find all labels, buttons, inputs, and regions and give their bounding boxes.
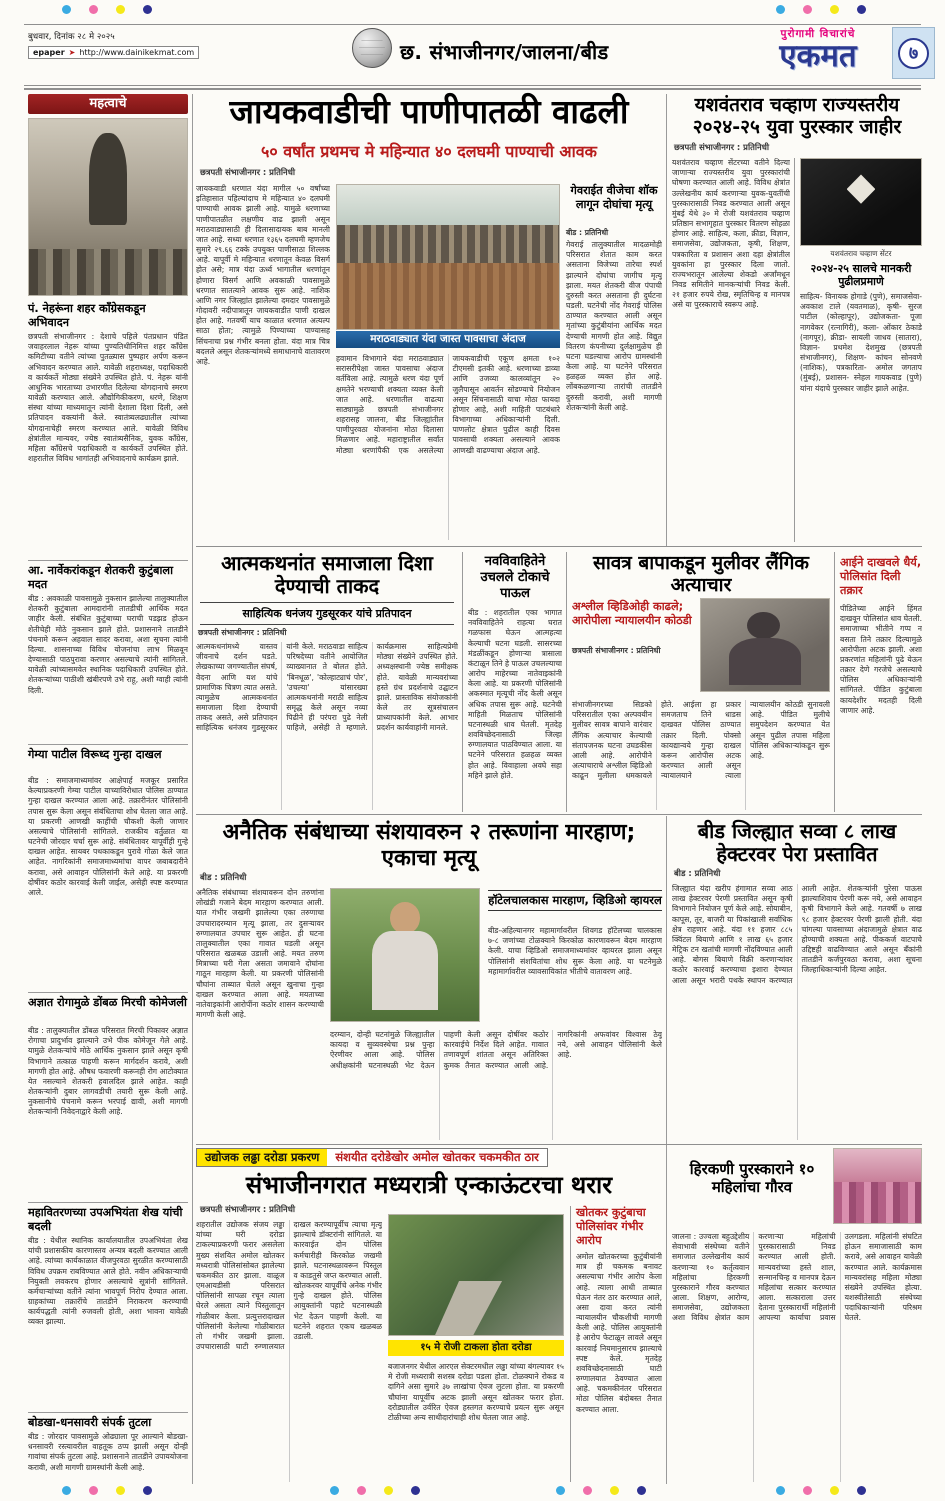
edition-title: छ. संभाजीनगर/जालना/बीड: [400, 40, 609, 64]
savatra-subhead: अश्लील व्हिडिओही काढले; आरोपीला न्यायालयीन कोठडी: [572, 600, 692, 627]
pera-headline: बीड जिल्ह्यात सव्वा ८ लाख हेक्टरवर पेरा प्रस्तावित: [697, 819, 897, 867]
reg-dot-magenta: [89, 5, 98, 14]
reg-dot-magenta: [803, 5, 812, 14]
dam-water: [337, 263, 559, 329]
epaper-url[interactable]: http://www.dainikekmat.com: [79, 48, 195, 57]
savatra-sidebar-body: पीडितेच्या आईने हिंमत दाखवून पोलिसांत धाव घेतली. समाजाच्या भीतीने गप्प न बसता तिने तक्रार दिल्यामुळे आरोपीला अटक झाली. अशा प्रकरणांत महिलांनी पुढे येऊन तक्रार देणे गरजेचे असल्याचे पोलिस अधिकाऱ्यांनी सांगितले. पीडित कुटुंबाला कायदेशीर मदतही दिली जाणार आहे.: [840, 604, 922, 715]
encounter-kicker-label: उद्योजक लढ्ढा दरोडा प्रकरण: [197, 1149, 327, 1166]
band-rule-2: [196, 814, 922, 815]
header-bottom-rule-1: [24, 85, 921, 86]
registration-marks-top-right: [776, 5, 866, 14]
award-logo-shape: [847, 174, 876, 203]
women-row: [834, 1182, 921, 1223]
victim-field-photo: [330, 888, 480, 1022]
dam-gates: [337, 225, 559, 262]
award-announcement-photo: [800, 158, 922, 246]
award-list-body: साहित्य- विनायक होगाडे (पुणे), समाजसेवा- अवकाश टाले (यवतमाळ), कृषी- सुरज पाटील (कोल्हापूर), उद्योजकता- पूजा नागवेकर (रत्नागिरी), कला- ओंकार ठेकाडे (नागपूर), क्रीडा- सायली जाधव (सातारा), विज्ञान- प्रथमेश देशमुख (छत्रपती संभाजीनगर), शिक्षण- कांचन सोनवणे (नाशिक), पत्रकारिता- अमोल जगताप (मुंबई), प्रशासन- स्नेहल गायकवाड (पुणे) यांना यंदाचे पुरस्कार जाहीर झाले आहेत.: [800, 292, 922, 393]
award-list-title: २०२४-२५ सालचे मानकरी पुढीलप्रमाणे: [810, 262, 912, 289]
site-road: [406, 1281, 502, 1335]
hirkani-body: जालना : उज्वला बहुउद्देशीय सेवाभावी संस्थेच्या वतीने समाजात उल्लेखनीय कार्य करणाऱ्या १० कर्तृत्ववान महिलांचा हिरकणी पुरस्काराने गौरव करण्यात आला. शिक्षण, आरोग्य, समाजसेवा, उद्योजकता अशा विविध क्षेत्रांत काम करणाऱ्या महिलांची पुरस्कारासाठी निवड करण्यात आली होती. मान्यवरांच्या हस्ते शाल, सन्मानचिन्ह व मानपत्र देऊन महिलांचा सत्कार करण्यात आला. सत्काराला उत्तर देताना पुरस्कारार्थी महिलांनी आपल्या कार्याचा प्रवास उलगडला. महिलांनी संघटित होऊन समाजासाठी काम करावे, असे आवाहन यावेळी करण्यात आले. कार्यक्रमास मान्यवरांसह महिला मोठ्या संख्येने उपस्थित होत्या. यशस्वीतेसाठी संस्थेच्या पदाधिकाऱ्यांनी परिश्रम घेतले.: [672, 1232, 922, 1323]
pera-body: जिल्ह्यात यंदा खरीप हंगामात सव्वा आठ लाख हेक्टरवर पेरणी प्रस्तावित असून कृषी विभागाने नियोजन पूर्ण केले आहे. सोयाबीन, कापूस, तूर, बाजरी या पिकांखाली सर्वाधिक क्षेत्र राहणार आहे. यंदा ११ हजार ८८५ क्विंटल बियाणे आणि १ लाख ६५ हजार मेट्रिक टन खतांची मागणी नोंदविण्यात आली आहे. बोगस बियाणे विक्री करणाऱ्यांवर कठोर कारवाई करण्याचा इशारा देण्यात आला असून भरारी पथके स्थापन करण्यात आली आहेत. शेतकऱ्यांनी पुरेसा पाऊस झाल्याशिवाय पेरणी करू नये, असे आवाहन कृषी विभागाने केले आहे. गतवर्षी ७ लाख ९८ हजार हेक्टरवर पेरणी झाली होती. यंदा चांगल्या पावसाच्या अंदाजामुळे क्षेत्रात वाढ होण्याची शक्यता आहे. पीककर्ज वाटपाचे उद्दिष्टही वाढविण्यात आले असून बँकांनी तातडीने कर्जपुरवठा करावा, अशा सूचना जिल्हाधिकाऱ्यांनी दिल्या आहेत.: [672, 884, 922, 985]
encounter-body-left: शहरातील उद्योजक संजय लढ्ढा यांच्या घरी दरोडा टाकल्याप्रकरणी फरार असलेला मुख्य संशयित अमोल खोतकर मध्यरात्री पोलिसांसोबत झालेल्या चकमकीत ठार झाला. वाळूज एमआयडीसी परिसरात पोलिसांनी सापळा रचून त्याला घेरले असता त्याने पिस्तुलातून गोळीबार केला. प्रत्युत्तरादाखल पोलिसांनी केलेल्या गोळीबारात तो गंभीर जखमी झाला. उपचारासाठी घाटी रुग्णालयात दाखल करण्यापूर्वीच त्याचा मृत्यू झाल्याचे डॉक्टरांनी सांगितले. या कारवाईत दोन पोलिस कर्मचारीही किरकोळ जखमी झाले. घटनास्थळावरून पिस्तूल व काडतुसे जप्त करण्यात आली. खोतकरवर यापूर्वीचे अनेक गंभीर गुन्हे दाखल होते. पोलिस आयुक्तांनी पहाटे घटनास्थळी भेट देऊन पाहणी केली. या घटनेने शहरात एकच खळबळ उडाली.: [196, 1220, 382, 1352]
left-article-3-body: बीड : समाजमाध्यमांवर आक्षेपार्ह मजकूर प्रसारित केल्याप्रकरणी गेम्या पाटील याच्याविरोधात पोलिस ठाण्यात गुन्हा दाखल करण्यात आला आहे. तक्रारीनंतर पोलिसांनी तपास सुरू केला असून संबंधिताचा शोध घेतला जात आहे. या प्रकरणी आणखी काहींची चौकशी केली जाणार असल्याचे पोलिसांनी सांगितले. राजकीय वर्तुळात या घटनेची जोरदार चर्चा सुरू आहे. संबंधितावर यापूर्वीही गुन्हे दाखल आहेत. सायबर पथकाकडून पुरावे गोळा केले जात आहेत. नागरिकांनी समाजमाध्यमांचा वापर जबाबदारीने करावा, असे आवाहन पोलिसांनी केले आहे. या प्रकरणी दोषींवर कठोर कारवाई केली जाईल, असेही स्पष्ट करण्यात आले.: [28, 776, 188, 897]
page-number: ७: [898, 38, 929, 69]
masthead: [752, 27, 884, 73]
tokache-headline: नवविवाहितेने उचलले टोकाचे पाऊल: [480, 554, 550, 601]
khotakar-sub-body: अमोल खोतकरच्या कुटुंबीयांनी मात्र ही चकमक बनावट असल्याचा गंभीर आरोप केला आहे. त्याला आधी ताब्यात घेऊन नंतर ठार करण्यात आले, असा दावा करत त्यांनी न्यायालयीन चौकशीची मागणी केली आहे. पोलिस आयुक्तांनी हे आरोप फेटाळून लावले असून कारवाई नियमानुसारच झाल्याचे स्पष्ट केले. मृतदेह शवविच्छेदनासाठी घाटी रुग्णालयात ठेवण्यात आला आहे. चकमकीनंतर परिसरात मोठा पोलिस बंदोबस्त तैनात करण्यात आला.: [576, 1252, 662, 1414]
gevrai-byline: बीड : प्रतिनिधी: [566, 228, 609, 237]
masthead-title: एकमत: [779, 38, 857, 74]
award-column-divider: [794, 158, 795, 542]
masthead-tagline: पुरोगामी विचारांचे: [780, 28, 856, 40]
crowd-silhouette: [29, 249, 187, 295]
marhan-byline: बीड : प्रतिनिधी: [200, 872, 247, 882]
savatra-headline: सावत्र बापाकडून मुलीवर लैंगिक अत्याचार: [592, 552, 810, 597]
reg-dot-yellow: [116, 5, 125, 14]
marhan-body-left: अनैतिक संबंधाच्या संशयावरून दोन तरुणांना लोखंडी गजाने बेदम मारहाण करण्यात आली. यात गंभीर जखमी झालेल्या एका तरुणाचा उपचारादरम्यान मृत्यू झाला, तर दुसऱ्यावर रुग्णालयात उपचार सुरू आहेत. ही घटना तालुक्यातील एका गावात घडली असून परिसरात खळबळ उडाली आहे. मयत तरुण मित्राच्या घरी गेला असता जमावाने दोघांना गाठून मारहाण केली. या प्रकरणी पोलिसांनी चौघांना ताब्यात घेतले असून खुनाचा गुन्हा दाखल करण्यात आला आहे. मयताच्या नातेवाइकांनी आरोपींना कठोर शासन करण्याची मागणी केली आहे.: [196, 888, 324, 1020]
reg-dot-yellow: [830, 5, 839, 14]
jayakwadi-dam-photo: [336, 184, 560, 330]
hotel-box-headline: हॉटेलचालकास मारहाण, व्हिडिओ व्हायरल: [488, 890, 662, 911]
left-article-6-body: बीड : जोरदार पावसामुळे ओढ्याला पूर आल्याने बोडखा-धनसावरी रस्त्यावरील वाहतूक ठप्प झाली असून दोन्ही गावांचा संपर्क तुटला आहे. प्रशासनाने तातडीने उपाययोजना करावी, अशी मागणी ग्रामस्थांनी केली आहे.: [28, 1432, 188, 1472]
divider-right-column-bottom: [666, 816, 667, 1484]
reg-dot-cyan: [556, 1486, 565, 1495]
reg-dot-yellow: [610, 1486, 619, 1495]
person-shirt: [372, 931, 437, 1010]
reg-dot-blue: [143, 1486, 152, 1495]
newspaper-globe-logo-icon: [352, 28, 392, 68]
atmakathan-strap: साहित्यिक धनंजय गुडसूरकर यांचे प्रतिपादन: [200, 602, 454, 625]
award-body: यशवंतराव चव्हाण सेंटरच्या वतीने दिल्या जाणाऱ्या राज्यस्तरीय युवा पुरस्कारांची घोषणा करण्यात आली आहे. विविध क्षेत्रांत उल्लेखनीय कार्य करणाऱ्या युवक-युवतींची पुरस्कारासाठी निवड करण्यात आली असून मुंबई येथे ३० मे रोजी यशवंतराव चव्हाण प्रतिष्ठान सभागृहात पुरस्कार वितरण सोहळा होणार आहे. साहित्य, कला, क्रीडा, विज्ञान, समाजसेवा, उद्योजकता, कृषी, शिक्षण, पत्रकारिता व प्रशासन अशा दहा क्षेत्रांतील युवकांना हा पुरस्कार दिला जातो. राज्यभरातून आलेल्या शेकडो अर्जांमधून निवड समितीने मानकऱ्यांची निवड केली. २१ हजार रुपये रोख, स्मृतिचिन्ह व मानपत्र असे या पुरस्काराचे स्वरूप आहे.: [672, 158, 790, 310]
left-rule: [28, 992, 188, 993]
marhan-headline: अनैतिक संबंधाच्या संशयावरुन २ तरूणांना मारहाण; एकाचा मृत्यू: [222, 820, 636, 871]
main-subhead: ५० वर्षांत प्रथमच मे महिन्यात ४० दलघमी पाण्याची आवक: [261, 142, 597, 161]
divider-right-column-top: [666, 94, 667, 546]
divider-left-column: [192, 94, 193, 1484]
reg-dot-blue: [637, 1486, 646, 1495]
left-article-5-body: बीड : येथील स्थानिक कार्यालयातील उपअभियंता शेख यांची प्रशासकीय कारणास्तव अन्यत्र बदली करण्यात आली आहे. त्यांच्या कार्यकाळात वीजपुरवठा सुरळीत करण्यासाठी विविध उपक्रम राबविण्यात आले होते. नवीन अधिकाऱ्याची नियुक्ती लवकरच होणार असल्याचे सूत्रांनी सांगितले. कर्मचाऱ्यांच्या वतीने त्यांना भावपूर्ण निरोप देण्यात आला. ग्राहकांच्या तक्रारींचे तातडीने निराकरण करण्याची कार्यपद्धती त्यांनी रुजवली होती, अशा भावना यावेळी व्यक्त झाल्या.: [28, 1236, 188, 1327]
header-top-rule: [24, 24, 921, 25]
reg-dot-magenta: [357, 1486, 366, 1495]
left-article-5-headline: महावितरणच्या उपअभियंता शेख यांची बदली: [28, 1206, 183, 1233]
epaper-link-box: [28, 46, 199, 59]
left-article-2-body: बीड : अवकाळी पावसामुळे नुकसान झालेल्या तालुक्यातील शेतकरी कुटुंबाला आमदारांनी तातडीची आर्थिक मदत जाहीर केली. संबंधित कुटुंबाच्या घराची पडझड होऊन शेतीचेही मोठे नुकसान झाले होते. प्रशासनाने तातडीने पंचनामे करून अहवाल सादर करावा, अशा सूचना त्यांनी दिल्या. शासनाच्या विविध योजनांचा लाभ मिळवून देण्यासाठी पाठपुरावा करणार असल्याचे त्यांनी सांगितले. यावेळी त्यांच्यासमवेत स्थानिक पदाधिकारी उपस्थित होते. शेतकऱ्यांच्या पाठीशी खंबीरपणे उभे राहू, अशी ग्वाही त्यांनी दिली.: [28, 594, 188, 695]
registration-marks-bottom-2: [330, 1486, 420, 1495]
left-rule: [28, 1202, 188, 1203]
reg-dot-cyan: [62, 1486, 71, 1495]
main-byline: छत्रपती संभाजीनगर : प्रतिनिधी: [200, 167, 296, 177]
main-body-left: जायकवाडी धरणात यंदा मागील ५० वर्षांच्या इतिहासात पहिल्यांदाच मे महिन्यात ४० दलघमी पाण्याची आवक झाली आहे. यामुळे धरणाच्या पाणीपातळीत लक्षणीय वाढ झाली असून मराठवाड्यासाठी ही दिलासादायक बाब मानली जात आहे. सध्या धरणात १३६५ दलघमी म्हणजेच सुमारे २९.६६ टक्के उपयुक्त पाणीसाठा शिल्लक आहे. यापूर्वी मे महिन्यात धरणातून केवळ विसर्ग होत असे; मात्र यंदा ऊर्ध्व भागातील धरणांतून होणारा विसर्ग आणि अवकाळी पावसामुळे धरणात सातत्याने आवक सुरू आहे. नाशिक आणि नगर जिल्ह्यांत झालेल्या दमदार पावसामुळे गोदावरी नदीपात्रातून जायकवाडीत पाणी दाखल होत आहे. गतवर्षी याच काळात धरणात अत्यल्प साठा होता; त्यामुळे पिण्याच्या पाण्यासह सिंचनाचा प्रश्न गंभीर बनला होता. यंदा मात्र चित्र बदलले असून शेतकऱ्यांमध्ये समाधानाचे वातावरण आहे.: [196, 184, 330, 366]
left-article-2-headline: आ. नार्वेकरांकडून शेतकरी कुटुंबाला मदत: [28, 564, 174, 591]
encounter-caption-body: बजाजनगर येथील आरएल सेक्टरमधील लढ्ढा यांच्या बंगल्यावर १५ मे रोजी मध्यरात्री सशस्त्र दरोडा पडला होता. टोळक्याने रोकड व दागिने असा सुमारे ३७ लाखांचा ऐवज लुटला होता. या प्रकरणी चौघांना यापूर्वीच अटक झाली असून खोतकर फरार होता. दरोड्यातील उर्वरित ऐवज हस्तगत करण्याचे प्रयत्न सुरू असून टोळीच्या अन्य साथीदारांचाही शोध घेतला जात आहे.: [388, 1362, 564, 1422]
reg-dot-magenta: [583, 1486, 592, 1495]
section-header-important: महत्वाचे: [28, 94, 188, 114]
gevrai-body: गेवराई तालुक्यातील मादळमोही परिसरात शेतात काम करत असताना विजेच्या तारेचा स्पर्श झाल्याने दोघांचा जागीच मृत्यू झाला. मयत शेतकरी वीज पंपाची दुरुस्ती करत असताना ही दुर्घटना घडली. घटनेची नोंद गेवराई पोलिस ठाण्यात करण्यात आली असून मृतांच्या कुटुंबीयांना आर्थिक मदत देण्याची मागणी होत आहे. विद्युत वितरण कंपनीच्या दुर्लक्षामुळेच ही घटना घडल्याचा आरोप ग्रामस्थांनी केला आहे. या घटनेने परिसरात हळहळ व्यक्त होत आहे. लोंबकळणाऱ्या तारांची तातडीने दुरुस्ती करावी, अशी मागणी शेतकऱ्यांनी केली आहे.: [566, 240, 662, 412]
tokache-body: बीड : शहरातील एका भागात नवविवाहितेने राहत्या घरात गळफास घेऊन आत्महत्या केल्याची घटना घडली. सासरच्या मंडळींकडून होणाऱ्या त्रासाला कंटाळून तिने हे पाऊल उचलल्याचा आरोप माहेरच्या नातेवाइकांनी केला आहे. या प्रकरणी पोलिसांनी अकस्मात मृत्यूची नोंद केली असून अधिक तपास सुरू आहे. घटनेची माहिती मिळताच पोलिसांनी घटनास्थळी धाव घेतली. मृतदेह शवविच्छेदनासाठी जिल्हा रुग्णालयात पाठविण्यात आला. या घटनेने परिसरात हळहळ व्यक्त होत आहे. विवाहाला अवघे सहा महिने झाले होते.: [468, 608, 562, 780]
hirkani-awardees-photo: [833, 1148, 922, 1224]
middle-divider-2: [566, 552, 567, 812]
reg-dot-cyan: [330, 1486, 339, 1495]
registration-marks-bottom-3: [556, 1486, 646, 1495]
savatra-body: संभाजीनगरच्या सिडको परिसरातील एका अल्पवयीन मुलीवर सावत्र बापाने वारंवार लैंगिक अत्याचार केल्याची संतापजनक घटना उघडकीस आली आहे. आरोपीने अत्याचाराचे अश्लील व्हिडिओ काढून मुलीला धमकावले होते. आईला हा प्रकार समजताच तिने धाडस दाखवत पोलिस ठाण्यात तक्रार दिली. पोक्सो कायद्यान्वये गुन्हा दाखल करून आरोपीस अटक करण्यात आली असून न्यायालयाने त्याला न्यायालयीन कोठडी सुनावली आहे. पीडित मुलीचे समुपदेशन करण्यात येत असून पुढील तपास महिला पोलिस अधिकाऱ्यांकडून सुरू आहे.: [572, 700, 830, 781]
grieving-woman-photo: [700, 598, 830, 692]
reg-dot-cyan: [776, 5, 785, 14]
reg-dot-yellow: [384, 1486, 393, 1495]
epaper-label: epaper: [33, 48, 65, 57]
hotel-box-body: बीड-अहिल्यानगर महामार्गावरील शिवगड हॉटेलच्या चालकास ७-८ जणांच्या टोळक्याने किरकोळ कारणावरून बेदम मारहाण केली. याचा व्हिडिओ समाजमाध्यमांवर व्हायरल झाला असून पोलिसांनी संशयितांचा शोध सुरू केला आहे. या घटनेमुळे महामार्गावरील व्यावसायिकांत भीतीचे वातावरण आहे.: [488, 926, 662, 976]
reg-dot-magenta: [803, 1486, 812, 1495]
middle-divider-1: [462, 552, 463, 812]
pera-byline: बीड : प्रतिनिधी: [674, 868, 721, 878]
encounter-byline: छत्रपती संभाजीनगर : प्रतिनिधी: [200, 1204, 296, 1214]
left-article-6-headline: बोडखा-धनसावरी संपर्क तुटला: [28, 1416, 152, 1429]
reg-dot-cyan: [62, 5, 71, 14]
reg-dot-magenta: [89, 1486, 98, 1495]
header-bottom-rule-2: [24, 88, 921, 90]
award-headline: यशवंतराव चव्हाण राज्यस्तरीय २०२४-२५ युवा पुरस्कार जाहीर: [692, 94, 902, 139]
encounter-site-photo: [388, 1214, 564, 1336]
dam-sky: [337, 185, 559, 225]
reg-dot-cyan: [776, 1486, 785, 1495]
main-headline: जायकवाडीची पाणीपातळी वाढली: [229, 92, 629, 131]
band-rule-1: [196, 546, 922, 547]
main-body-center: हवामान विभागाने यंदा मराठवाड्यात सरासरीपेक्षा जास्त पावसाचा अंदाज वर्तविला आहे. त्यामुळे धरण यंदा पूर्ण क्षमतेने भरण्याची शक्यता व्यक्त केली जात आहे. धरणातील वाढत्या साठ्यामुळे छत्रपती संभाजीनगर शहरासह जालना, बीड जिल्ह्यांतील पाणीपुरवठा योजनांना मोठा दिलासा मिळणार आहे. महाराष्ट्रातील सर्वांत मोठ्या धरणांपैकी एक असलेल्या जायकवाडीची एकूण क्षमता १०२ टीएमसी इतकी आहे. धरणाच्या डाव्या आणि उजव्या कालव्यांतून २० जुलैपासून आवर्तन सोडण्याचे नियोजन असून सिंचनासाठी याचा मोठा फायदा होणार आहे, अशी माहिती पाटबंधारे विभागाच्या अधिकाऱ्यांनी दिली. पाणलोट क्षेत्रात पुढील काही दिवस पावसाची शक्यता असल्याने आवक आणखी वाढण्याचा अंदाज आहे.: [336, 354, 560, 455]
epaper-arrow-icon: ➤: [68, 48, 76, 57]
gevrai-headline: गेवराईत वीजेचा शॉक लागून दोघांचा मृत्यू: [570, 184, 658, 211]
band-rule-3: [196, 1144, 922, 1145]
savatra-sidebar-divider: [834, 552, 835, 812]
reg-dot-yellow: [116, 1486, 125, 1495]
left-rule: [28, 744, 188, 745]
encounter-photo-caption: १५ मे रोजी टाकला होता दरोडा: [388, 1340, 564, 1356]
encounter-headline: संभाजीनगरात मध्यरात्री एन्काऊंटरचा थरार: [245, 1171, 613, 1199]
registration-marks-bottom-1: [62, 1486, 152, 1495]
encounter-sub-divider: [570, 1206, 571, 1482]
figure-head: [747, 612, 780, 640]
left-rule: [28, 560, 188, 561]
reg-dot-blue: [411, 1486, 420, 1495]
award-photo-caption: यशवंतराव चव्हाण सेंटर: [830, 249, 892, 258]
registration-marks-bottom-4: [776, 1486, 866, 1495]
reg-dot-yellow: [830, 1486, 839, 1495]
encounter-kicker-bar: [196, 1148, 548, 1167]
marhan-body-bottom: दरम्यान, दोन्ही घटनांमुळे जिल्ह्यातील कायदा व सुव्यवस्थेचा प्रश्न पुन्हा ऐरणीवर आला आहे. पोलिस अधीक्षकांनी घटनास्थळी भेट देऊन पाहणी केली असून दोषींवर कठोर कारवाईचे निर्देश दिले आहेत. गावात तणावपूर्ण शांतता असून अतिरिक्त कुमक तैनात करण्यात आली आहे. नागरिकांनी अफवांवर विश्वास ठेवू नये, असे आवाहन पोलिसांनी केले आहे.: [330, 1030, 662, 1070]
left-article-1-body: छत्रपती संभाजीनगर : देशाचे पहिले पंतप्रधान पंडित जवाहरलाल नेहरू यांच्या पुण्यतिथीनिमित्त शहर काँग्रेस कमिटीच्या वतीने त्यांच्या पुतळ्यास पुष्पहार अर्पण करून अभिवादन करण्यात आले. यावेळी शहराध्यक्ष, पदाधिकारी व कार्यकर्ते मोठ्या संख्येने उपस्थित होते. पं. नेहरू यांनी आधुनिक भारताच्या उभारणीत दिलेल्या योगदानाचे स्मरण यावेळी करण्यात आले. औद्योगिकीकरण, धरणे, शिक्षण संस्था यांच्या माध्यमातून त्यांनी देशाला दिशा दिली, असे प्रतिपादन वक्त्यांनी केले. स्वातंत्र्यलढ्यातील त्यांच्या योगदानाचेही स्मरण करण्यात आले. यावेळी विविध क्षेत्रांतील मान्यवर, ज्येष्ठ स्वातंत्र्यसैनिक, युवक काँग्रेस, महिला काँग्रेसचे पदाधिकारी व कार्यकर्ते उपस्थित होते. शहरातील विविध भागांतही अभिवादनाचे कार्यक्रम झाले.: [28, 332, 188, 464]
dam-photo-caption: मराठवाड्यात यंदा जास्त पावसाचा अंदाज: [336, 331, 560, 348]
khotakar-subheadline: खोतकर कुटुंबाचा पोलिसांवर गंभीर आरोप: [576, 1206, 646, 1247]
reg-dot-blue: [143, 5, 152, 14]
atmakathan-headline: आत्मकथनांत समाजाला दिशा देण्याची ताकद: [221, 551, 433, 599]
atmakathan-byline: छत्रपती संभाजीनगर : प्रतिनिधी: [198, 628, 287, 637]
left-article-4-headline: अज्ञात रोगामुळे डोंबळ मिरची कोमेजली: [28, 996, 187, 1009]
left-rule: [28, 1412, 188, 1413]
encounter-kicker-subhead: संशयीत दरोडेखोर अमोल खोतकर चकमकीत ठार: [327, 1149, 547, 1166]
hirkani-headline: हिरकणी पुरस्काराने १० महिलांचा गौरव: [689, 1160, 815, 1197]
left-article-3-headline: गेम्या पाटील विरूध्द गुन्हा दाखल: [28, 748, 162, 761]
nehru-statue-photo: [28, 118, 188, 296]
figure-body: [729, 638, 801, 686]
reg-dot-blue: [857, 1486, 866, 1495]
savatra-sidebar-headline: आईने दाखवले धैर्य, पोलिसांत दिली तक्रार: [840, 556, 922, 597]
atmakathan-body: आत्मकथनांमध्ये वास्तव जीवनाचे दर्शन घडते. लेखकाच्या जगण्यातील संघर्ष, वेदना आणि यश यांचे प्रामाणिक चित्रण त्यात असते. त्यामुळेच आत्मकथनांत समाजाला दिशा देण्याची ताकद असते, असे प्रतिपादन साहित्यिक धनंजय गुडसूरकर यांनी केले. मराठवाडा साहित्य परिषदेच्या वतीने आयोजित व्याख्यानात ते बोलत होते. 'बिनधूळ', 'कोल्हाट्याचं पोर', 'उचल्या' यांसारख्या आत्मकथनांनी मराठी साहित्य समृद्ध केले असून नव्या पिढीने ही परंपरा पुढे नेली पाहिजे, असेही ते म्हणाले. कार्यक्रमास साहित्यप्रेमी मोठ्या संख्येने उपस्थित होते. अध्यक्षस्थानी ज्येष्ठ समीक्षक होते. यावेळी मान्यवरांच्या हस्ते ग्रंथ प्रदर्शनाचे उद्घाटन झाले. प्रास्ताविक संयोजकांनी केले तर सूत्रसंचालन प्राध्यापकांनी केले. आभार प्रदर्शन कार्यवाहांनी मानले.: [196, 642, 458, 733]
registration-marks-top-left: [62, 5, 152, 14]
person-face: [390, 902, 420, 934]
date-line: बुधवार, दिनांक २८ मे २०२५: [28, 32, 115, 42]
page-number-box: [892, 27, 935, 79]
award-byline: छत्रपती संभाजीनगर : प्रतिनिधी: [674, 142, 770, 152]
left-article-1-headline: पं. नेहरूंना शहर काँग्रेसकडून अभिवादन: [28, 302, 146, 329]
savatra-byline: छत्रपती संभाजीनगर : प्रतिनिधी: [572, 646, 661, 655]
left-article-4-body: बीड : तालुक्यातील डोंबळ परिसरात मिरची पिकावर अज्ञात रोगाचा प्रादुर्भाव झाल्याने उभे पीक कोमेजून गेले आहे. यामुळे शेतकऱ्यांचे मोठे आर्थिक नुकसान झाले असून कृषी विभागाने तत्काळ पाहणी करून मार्गदर्शन करावे, अशी मागणी होत आहे. औषध फवारणी करूनही रोग आटोक्यात येत नसल्याने शेतकरी हवालदिल झाले आहेत. काही शेतकऱ्यांनी दुबार लागवडीची तयारी सुरू केली आहे. नुकसानीचे पंचनामे करून भरपाई द्यावी, अशी मागणी शेतकऱ्यांनी निवेदनाद्वारे केली आहे.: [28, 1026, 188, 1117]
statue-silhouette: [89, 133, 127, 225]
reg-dot-blue: [857, 5, 866, 14]
